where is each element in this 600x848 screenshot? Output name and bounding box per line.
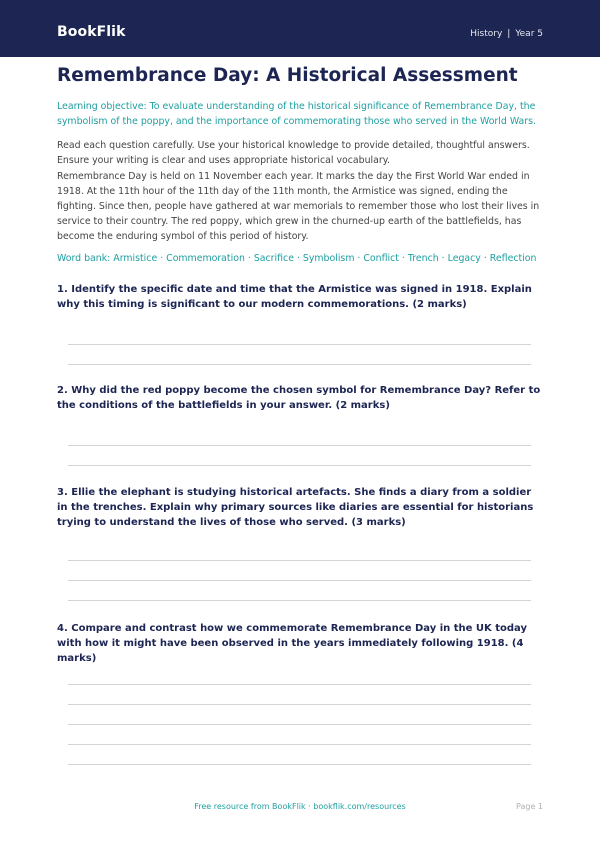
- answer-line[interactable]: [68, 560, 531, 561]
- word-bank: Word bank: Armistice · Commemoration · Sacrifice · Symbolism · Conflict · Trench · Legacy · Reflection: [57, 253, 537, 264]
- header-bar: [0, 0, 600, 57]
- answer-line[interactable]: [68, 580, 531, 581]
- page-title: Remembrance Day: A Historical Assessment: [57, 65, 518, 86]
- answer-line[interactable]: [68, 445, 531, 446]
- subject-year-label: [470, 27, 543, 41]
- answer-line[interactable]: [68, 344, 531, 345]
- question-1: 1. Identify the specific date and time that the Armistice was signed in 1918. Explain why this timing is significant to our modern commemorations. (2 marks): [57, 284, 532, 310]
- subject-label: History: [470, 29, 503, 39]
- learning-objective: Learning objective: To evaluate understanding of the historical significance of Remembrance Day, the symbolism of the poppy, and the importance of commemorating those who served in the World Wars.: [57, 101, 536, 127]
- year-label: Year 5: [515, 29, 543, 39]
- answer-line[interactable]: [68, 724, 531, 725]
- question-3: 3. Ellie the elephant is studying historical artefacts. She finds a diary from a soldier in the trenches. Explain why primary sources like diaries are essential for historians trying to understand the lives of those who served. (3 marks): [57, 487, 534, 528]
- answer-line[interactable]: [68, 704, 531, 705]
- page-number: Page 1: [516, 802, 543, 811]
- meta-separator: |: [507, 29, 511, 39]
- context-paragraph: Remembrance Day is held on 11 November each year. It marks the day the First World War ended in 1918. At the 11th hour of the 11th day of the 11th month, the Armistice was signed, ending the fighting. Since then, people have gathered at war memorials to remember those who lost their lives in service to their country. The red poppy, which grew in the churned-up earth of the battlefields, has become the enduring symbol of this period of history.: [57, 171, 540, 242]
- instructions: Read each question carefully. Use your historical knowledge to provide detailed, thoughtful answers. Ensure your writing is clear and uses appropriate historical vocabulary.: [57, 140, 530, 166]
- answer-line[interactable]: [68, 600, 531, 601]
- answer-line[interactable]: [68, 764, 531, 765]
- footer-resource-link[interactable]: Free resource from BookFlik · bookflik.com/resources: [194, 802, 406, 811]
- question-2: 2. Why did the red poppy become the chosen symbol for Remembrance Day? Refer to the conditions of the battlefields in your answer. (2 marks): [57, 385, 541, 411]
- answer-line[interactable]: [68, 364, 531, 365]
- brand-logo[interactable]: BookFlik: [57, 24, 126, 40]
- answer-line[interactable]: [68, 684, 531, 685]
- answer-line[interactable]: [68, 465, 531, 466]
- question-4: 4. Compare and contrast how we commemorate Remembrance Day in the UK today with how it might have been observed in the years immediately following 1918. (4 marks): [57, 623, 528, 664]
- answer-line[interactable]: [68, 744, 531, 745]
